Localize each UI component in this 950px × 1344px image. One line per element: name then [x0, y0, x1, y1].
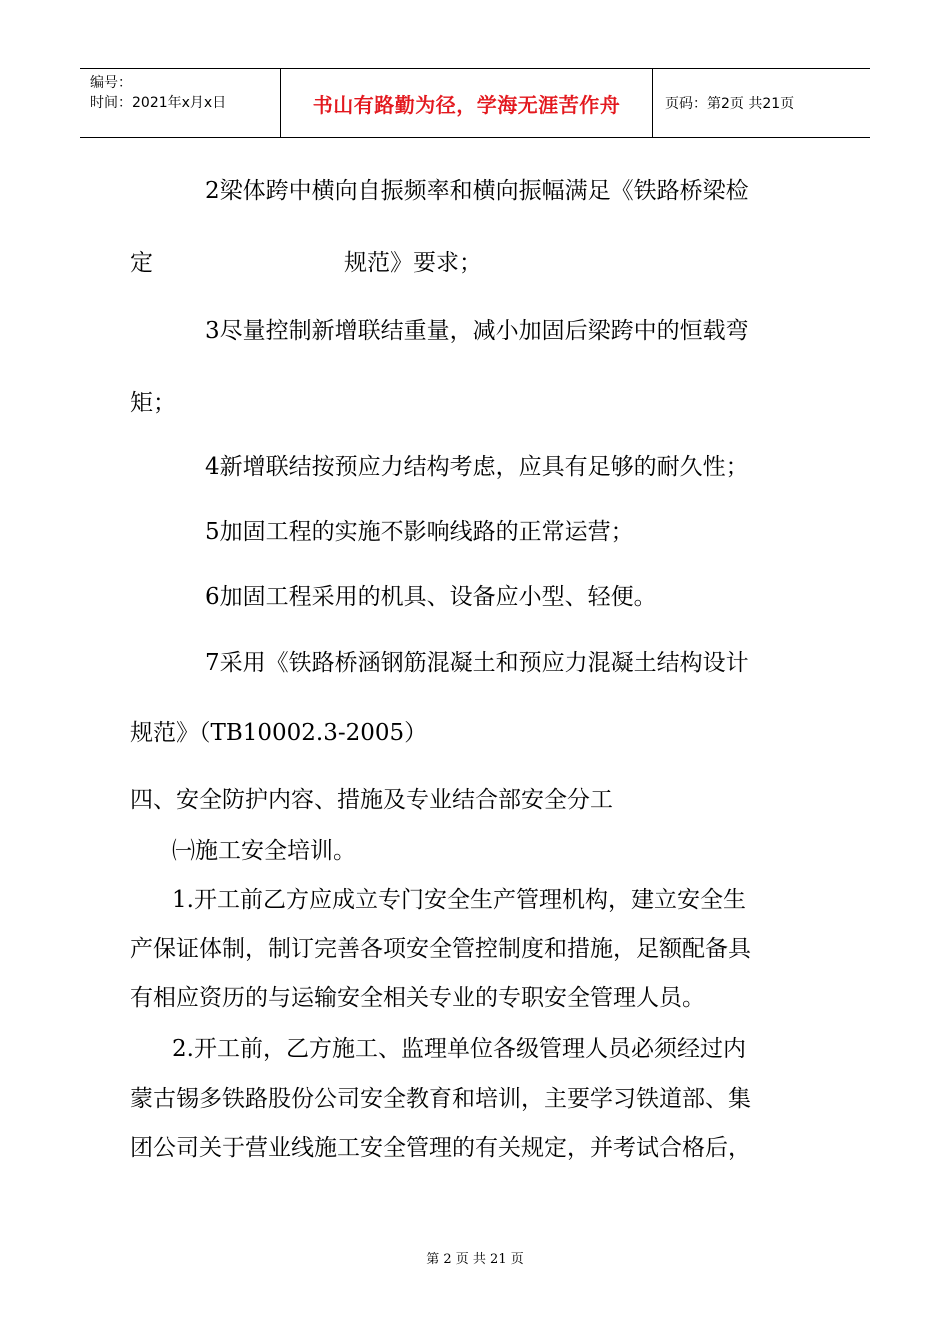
header-page-info: 页码：第2页 共21页 — [665, 96, 795, 112]
item-3-line-2: 矩； — [130, 390, 176, 416]
header-motto: 书山有路勤为径，学海无涯苦作舟 — [281, 69, 653, 137]
header-meta — [80, 69, 281, 137]
paragraph-1-line-1: 1.开工前乙方应成立专门安全生产管理机构，建立安全生 — [172, 887, 746, 913]
item-6: 6加固工程采用的机具、设备应小型、轻便。 — [205, 584, 657, 610]
document-code-label: 编号： — [90, 75, 132, 91]
item-5: 5加固工程的实施不影响线路的正常运营； — [205, 519, 634, 545]
item-3-line-1: 3尽量控制新增联结重量，减小加固后梁跨中的恒载弯 — [205, 318, 749, 344]
paragraph-1-line-3: 有相应资历的与运输安全相关专业的专职安全管理人员。 — [130, 985, 705, 1011]
subsection-1-title: ㈠施工安全培训。 — [172, 838, 356, 864]
item-2-line-2a: 定 — [130, 250, 153, 276]
item-4: 4新增联结按预应力结构考虑，应具有足够的耐久性； — [205, 454, 749, 480]
item-2-line-1 — [205, 176, 822, 206]
paragraph-2-line-1: 2.开工前，乙方施工、监理单位各级管理人员必须经过内 — [172, 1036, 746, 1062]
page-footer: 第 2 页 共 21 页 — [426, 1252, 524, 1267]
item-7-line-1: 7采用《铁路桥涵钢筋混凝土和预应力混凝土结构设计 — [205, 650, 749, 676]
item-2-text-1: 2梁体跨中横向自振频率和横向振幅满足《铁路桥梁检 — [205, 178, 749, 204]
paragraph-1-line-2: 产保证体制，制订完善各项安全管控制度和措施，足额配备具 — [130, 936, 751, 962]
item-2-line-2b: 规范》要求； — [344, 250, 482, 276]
page-header — [80, 68, 870, 138]
item-7-line-2: 规范》（TB10002.3-2005） — [130, 720, 428, 746]
paragraph-2-line-3: 团公司关于营业线施工安全管理的有关规定，并考试合格后， — [130, 1135, 751, 1161]
paragraph-2-line-2: 蒙古锡多铁路股份公司安全教育和培训，主要学习铁道部、集 — [130, 1086, 751, 1112]
document-date: 时间：2021年x月x日 — [90, 95, 227, 111]
section-4-title: 四、安全防护内容、措施及专业结合部安全分工 — [130, 787, 613, 813]
